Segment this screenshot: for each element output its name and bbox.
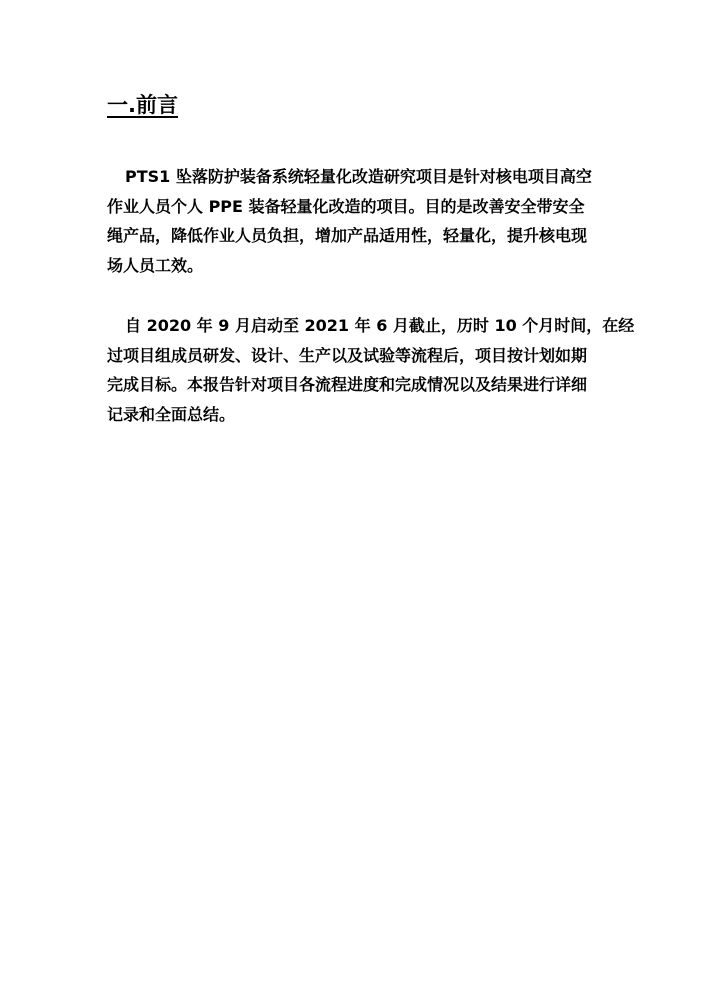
- section-heading: 一.前言: [107, 93, 178, 117]
- paragraph-line: 绳产品，降低作业人员负担，增加产品适用性，轻量化，提升核电现: [107, 226, 588, 245]
- paragraph-line: 自 2020 年 9 月启动至 2021 年 6 月截止，历时 10 个月时间，在经: [125, 316, 635, 335]
- paragraph-introduction: [107, 162, 607, 280]
- paragraph-line: 完成目标。本报告针对项目各流程进度和完成情况以及结果进行详细: [107, 375, 588, 394]
- paragraph-line: 作业人员个人 PPE 装备轻量化改造的项目。目的是改善安全带安全: [107, 196, 585, 216]
- paragraph-line: 过项目组成员研发、设计、生产以及试验等流程后，项目按计划如期: [107, 345, 588, 365]
- paragraph-timeline: [107, 311, 635, 429]
- paragraph-line: 场人员工效。: [107, 255, 204, 275]
- paragraph-line: 记录和全面总结。: [107, 404, 236, 424]
- paragraph-line: PTS1 坠落防护装备系统轻量化改造研究项目是针对核电项目高空: [125, 167, 592, 186]
